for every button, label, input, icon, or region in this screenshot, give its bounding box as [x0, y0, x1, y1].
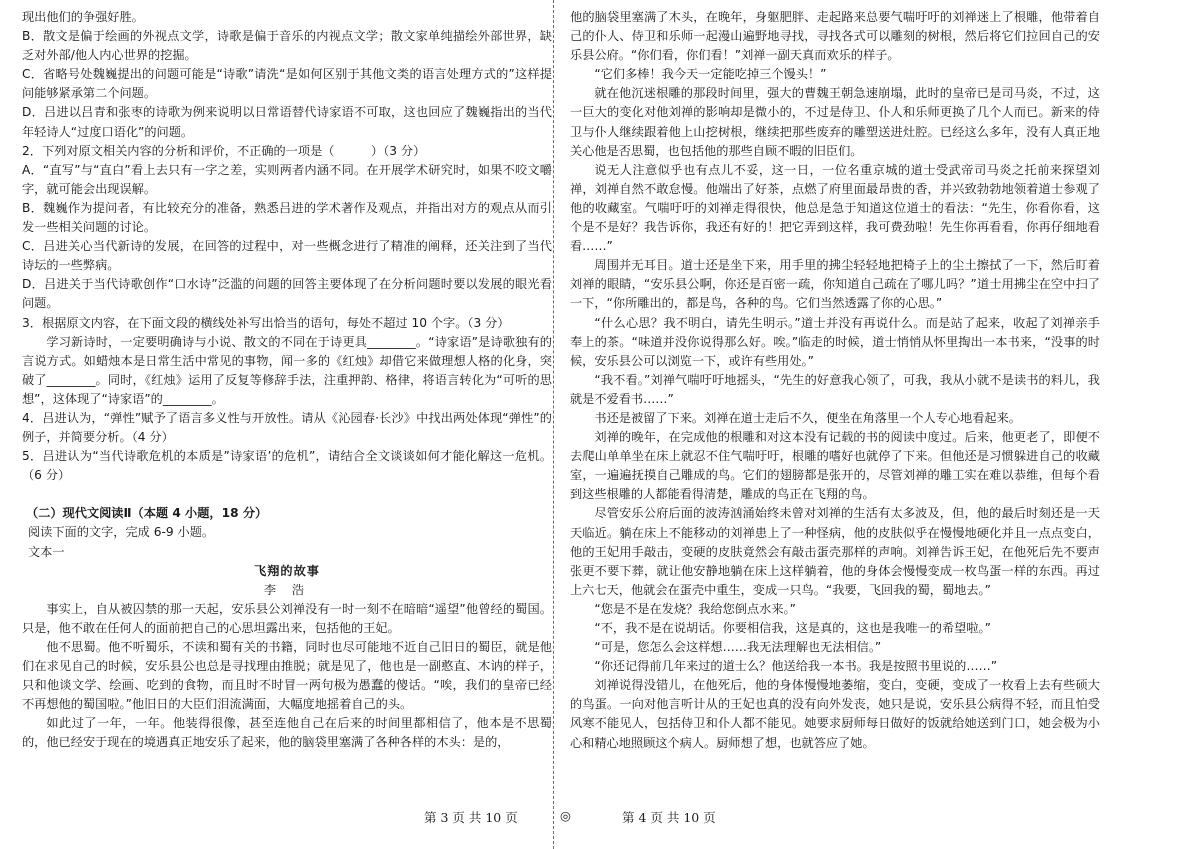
- page-number-right: 第 4 页 共 10 页: [622, 810, 716, 825]
- story-dialogue: “不，我不是在说胡话。你要相信我，这是真的，这也是我唯一的希望啦。”: [594, 621, 991, 635]
- story-paragraph: 书还是被留了下来。刘禅在道士走后不久，便坐在角落里一个人专心地看起来。: [594, 410, 1021, 425]
- story-dialogue: “可是，您怎么会这样想……我无法理解也无法相信。”: [594, 640, 882, 655]
- question-5: 5．吕进认为“当代诗歌危机的本质是”诗家语’的危机”，请结合全文谈谈如何才能化解这一危机。（6 分）: [22, 449, 552, 483]
- question-3-passage: 学习新诗时，一定要明确诗与小说、散文的不同在于诗更具________。“诗家语”是诗歌独有的言说方式。如蜡烛本是日常生活中常见的事物，闻一多的《红烛》却借它来做理想人格的化身，突破了________。同时，《红烛》运用了反复等修辞手法，注重押韵、格律，将语言转化为“可听的思想”，这体现了“诗家语”的________。: [22, 334, 552, 406]
- section-title: （二）现代文阅读Ⅱ（本题 4 小题，18 分）: [26, 506, 268, 521]
- right-column: [570, 8, 1100, 798]
- story-paragraph: 事实上，自从被囚禁的那一天起，安乐县公刘禅没有一时一刻不在暗暗“遥望”他曾经的蜀国。只是，他不敢在任何人的面前把自己的心思坦露出来，包括他的王妃。: [22, 601, 552, 635]
- story-paragraph: 他不思蜀。他不听蜀乐，不读和蜀有关的书籍，同时也尽可能地不近自己旧日的蜀臣，就是他们在求见自己的时候，安乐县公也总是寻找理由推脱；就是见了，他也是一副憨直、木讷的样子，只和他谈文学、绘画、吃到的食物，而且时不时冒一两句极为愚蠢的傻话。“唉，我们的皇帝已经不再想他的蜀国啦。”他旧日的大臣们泪流满面，大幅度地摇着自己的头。: [22, 640, 552, 712]
- question-2-option-a: A．“直写”与“直白”看上去只有一字之差，实则两者内涵不同。在开展学术研究时，如果不咬文嚼字，就可能会出现误解。: [22, 162, 552, 196]
- question-2-option-d: D．吕进关于当代诗歌创作“口水诗”泛滥的问题的回答主要体现了在分析问题时要以发展的眼光看问题。: [22, 277, 552, 311]
- story-paragraph: 他的脑袋里塞满了木头，在晚年，身躯肥胖、走起路来总要气喘吁吁的刘禅迷上了根雕，他带着自己的仆人、侍卫和乐师一起漫山遍野地寻找，寻找各式可以雕刻的树根，然后将它们拉回自己的安乐县公府。“你们看，你们看！”刘禅一副天真而欢乐的样子。: [570, 10, 1100, 63]
- option-d: D．吕进以吕青和张枣的诗歌为例来说明以日常语替代诗家语不可取，这也回应了魏巍指出的当代年轻诗人“过度口语化”的问题。: [22, 105, 552, 139]
- section-instruction: 阅读下面的文字，完成 6-9 小题。: [28, 525, 215, 540]
- story-paragraph: 刘禅的晚年，在完成他的根雕和对这本没有记载的书的阅读中度过。后来，他更老了，即便不去爬山单单坐在床上就忍不住气喘吁吁，根雕的嗜好也就停了下来。但他还是习惯躲进自己的收藏室，一遍遍抚摸自己雕成的鸟。它们的翅膀都是张开的，尽管刘禅的雕工实在难以恭维，但每个看到这些根雕的人都能看得清楚，雕成的鸟正在飞翔的鸟。: [570, 430, 1100, 502]
- option-c: C．省略号处魏巍提出的问题可能是“诗歌”请洗“是如何区别于其他文类的语言处理方式的”这样提问能够紧承第二个问题。: [22, 67, 552, 101]
- center-mark: ◎: [560, 808, 571, 823]
- question-2: 2．下列对原文相关内容的分析和评价，不正确的一项是（ ）（3 分）: [22, 143, 426, 158]
- question-4: 4．吕进认为，“弹性”赋予了语言多义性与开放性。请从《沁园春·长沙》中找出两处体现“弹性”的例子，并简要分析。（4 分）: [22, 410, 552, 445]
- story-paragraph: 说无人注意似乎也有点儿不妥，这一日，一位名重京城的道士受武帝司马炎之托前来探望刘禅，刘禅自然不敢怠慢。他端出了好茶，点燃了府里面最昂贵的香，并兴致勃勃地领着道士参观了他的收藏室。气喘吁吁的刘禅走得很快，他总是急于知道这位道士的看法：“先生，你看你看，这个是不是好？我告诉你，我还有好的！把它弄到这样，我可费劲啦！先生你再看看，你再仔细地看看……”: [570, 162, 1100, 254]
- story-paragraph: 就在他沉迷根雕的那段时间里，强大的曹魏王朝急速崩塌，此时的皇帝已是司马炎，不过，这一巨大的变化对他刘禅的影响却是微小的，不过是侍卫、仆人和乐师更换了几个人而已。新来的侍卫与仆人继续跟着他上山挖树根，继续把那些废弃的雕塑送进灶腔。已经这么多年，没有人真正地关心他是否思蜀，也包括他的那些自顾不暇的旧臣们。: [570, 86, 1100, 158]
- story-dialogue: “你还记得前几年来过的道士么？他送给我一本书。我是按照书里说的……”: [594, 659, 998, 674]
- page-number-left: 第 3 页 共 10 页: [424, 810, 518, 825]
- story-dialogue: “您是不是在发烧？我给您倒点水来。”: [594, 601, 796, 616]
- story-title: 飞翔的故事: [254, 563, 320, 578]
- option-b: B．散文是偏于绘画的外视点文学，诗歌是偏于音乐的内视点文学；散文家单纯描绘外部世界，缺乏对外部/他人内心世界的挖掘。: [22, 29, 552, 63]
- text-label: 文本一: [28, 544, 65, 559]
- story-paragraph: 周围并无耳目。道士还是坐下来，用手里的拂尘轻轻地把椅子上的尘土擦拭了一下，然后盯着刘禅的眼睛，“安乐县公啊，你还是百密一疏，你知道自己疏在了哪儿吗？”道士用拂尘在空中扫了一下，“你所雕出的，都是鸟，各种的鸟。它们当然透露了你的心思。”: [570, 258, 1100, 311]
- text-line: 现出他们的争强好胜。: [22, 10, 144, 24]
- question-2-option-b: B．魏巍作为提问者，有比较充分的准备，熟悉吕进的学术著作及观点，并指出对方的观点从而引发一些相关问题的讨论。: [22, 200, 552, 235]
- story-paragraph: “什么心思？我不明白，请先生明示。”道士并没有再说什么。而是站了起来，收起了刘禅亲手奉上的茶。“味道并没你说得那么好。唉。”临走的时候，道士悄悄从怀里掏出一本书来，“没事的时候，安乐县公可以浏览一下，或许有些用处。”: [570, 315, 1100, 368]
- question-3: 3．根据原文内容，在下面文段的横线处补写出恰当的语句，每处不超过 10 个字。（3 分）: [22, 315, 510, 330]
- column-divider: [553, 0, 554, 849]
- story-paragraph: 尽管安乐公府后面的波涛汹涌始终未曾对刘禅的生活有太多波及，但，他的最后时刻还是一天天临近。躺在床上不能移动的刘禅患上了一种怪病，他的皮肤似乎在慢慢地硬化并且一点点变白，他的王妃用手敲击，变硬的皮肤竟然会有敲击蛋壳那样的声响。刘禅告诉王妃，在他死后先不要声张更不要下葬，就让他安静地躺在床上这样躺着，他的身体会慢慢变成一枚鸟蛋一样的东西。再过上六七天，他就会在蛋壳中重生，变成一只鸟。“我要，飞回我的蜀，蜀地去。”: [570, 506, 1100, 597]
- story-paragraph: “我不看。”刘禅气喘吁吁地摇头，“先生的好意我心领了，可我，我从小就不是读书的料儿，我就是不爱看书……”: [570, 372, 1100, 406]
- question-2-option-c: C．吕进关心当代新诗的发展，在回答的过程中，对一些概念进行了精准的阐释，还关注到了当代诗坛的一些弊病。: [22, 239, 552, 273]
- story-paragraph: 刘禅说得没错儿，在他死后，他的身体慢慢地萎缩，变白，变硬，变成了一枚看上去有些硕大的鸟蛋。一向对他言听计从的王妃也真的没有向外发丧，她只是说，安乐县公病得不轻，而且怕受风寒不能见人，包括侍卫和仆人都不能见。她要求厨师每日做好的饭就给她送到门口，她会极为小心和精心地照顾这个病人。厨师想了想，也就答应了她。: [570, 678, 1100, 750]
- story-paragraph: 如此过了一年，一年。他装得很像，甚至连他自己在后来的时间里都相信了，他本是不思蜀的，他已经安于现在的境遇真正地安乐了起来，他的脑袋里塞满了各种各样的木头：是的，: [22, 716, 552, 750]
- story-dialogue: “它们多棒！我今天一定能吃掉三个馒头！”: [594, 67, 827, 82]
- story-author: 李 浩: [263, 582, 311, 597]
- left-column: [22, 8, 552, 798]
